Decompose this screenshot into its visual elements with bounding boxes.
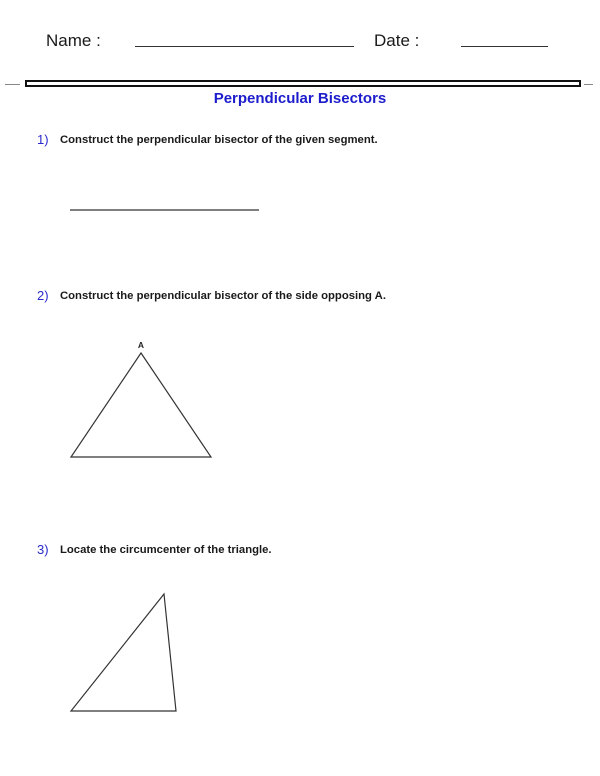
date-label: Date : bbox=[374, 31, 420, 50]
question-text: Construct the perpendicular bisector of the given segment. bbox=[60, 134, 378, 146]
question-number: 3) bbox=[37, 542, 49, 557]
question-number: 1) bbox=[37, 132, 49, 147]
triangle-question-3 bbox=[71, 594, 176, 711]
triangle-question-2 bbox=[71, 353, 211, 457]
question-number: 2) bbox=[37, 288, 49, 303]
name-label: Name : bbox=[46, 31, 101, 50]
question-text: Construct the perpendicular bisector of the side opposing A. bbox=[60, 290, 386, 302]
question-text: Locate the circumcenter of the triangle. bbox=[60, 544, 272, 556]
vertex-label-a: A bbox=[137, 340, 145, 350]
worksheet-title: Perpendicular Bisectors bbox=[213, 90, 387, 107]
